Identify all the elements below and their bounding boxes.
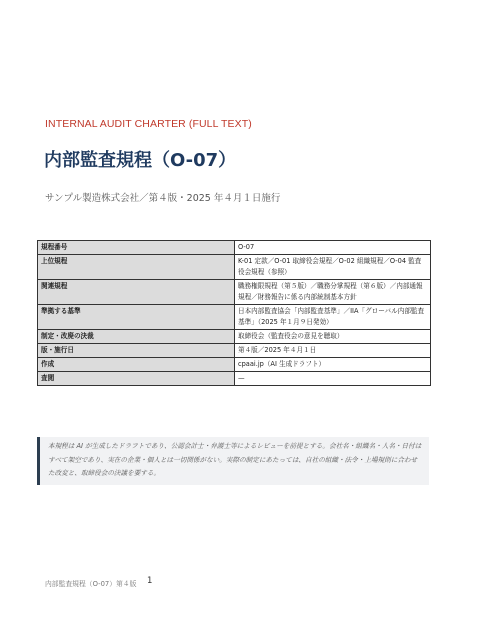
table-row	[38, 358, 431, 372]
row-label: 版・施行日	[38, 344, 235, 358]
table-row	[38, 255, 431, 280]
row-value: K-01 定款／O-01 取締役会規程／O-02 組織規程／O-04 監査役会規程（参照）	[235, 255, 431, 280]
table-row	[38, 241, 431, 255]
table-row	[38, 344, 431, 358]
table-row	[38, 305, 431, 330]
document-subtitle: サンプル製造株式会社／第４版・2025 年４月１日施行	[45, 193, 281, 204]
metadata-table	[37, 240, 431, 386]
row-label: 関連規程	[38, 280, 235, 305]
row-value: —	[235, 372, 431, 386]
row-label: 規程番号	[38, 241, 235, 255]
row-value: 取締役会（監査役会の意見を聴取）	[235, 330, 431, 344]
row-label: 査閲	[38, 372, 235, 386]
row-label: 制定・改廃の決裁	[38, 330, 235, 344]
row-value: 第４版／2025 年４月１日	[235, 344, 431, 358]
table-row	[38, 280, 431, 305]
disclaimer-text: 本規程は AI が生成したドラフトであり、公認会計士・弁護士等によるレビューを前提とする。会社名・組織名・人名・日付はすべて架空であり、実在の企業・個人とは一切関係がない。実際の制定にあたっては、自社の組織・法令・上場規則に合わせた改変と、取締役会の決議を要する。	[48, 442, 422, 477]
footer-doc-label: 内部監査規程（O-07）第４版	[45, 580, 137, 588]
row-value: 職務権限規程（第５版）／職務分掌規程（第６版）／内部通報規程／財務報告に係る内部統制基本方針	[235, 280, 431, 305]
row-label: 上位規程	[38, 255, 235, 280]
table-row	[38, 330, 431, 344]
row-label: 準拠する基準	[38, 305, 235, 330]
row-value: O-07	[235, 241, 431, 255]
row-value: cpaai.jp（AI 生成ドラフト）	[235, 358, 431, 372]
row-label: 作成	[38, 358, 235, 372]
row-value: 日本内部監査協会「内部監査基準」／IIA「グローバル内部監査基準」（2025 年１月９日発効）	[235, 305, 431, 330]
page-number: 1	[147, 576, 153, 586]
page-title: 内部監査規程（O-07）	[44, 150, 237, 171]
disclaimer-notice	[37, 437, 429, 485]
table-row	[38, 372, 431, 386]
document-eyebrow: INTERNAL AUDIT CHARTER (FULL TEXT)	[45, 118, 252, 130]
